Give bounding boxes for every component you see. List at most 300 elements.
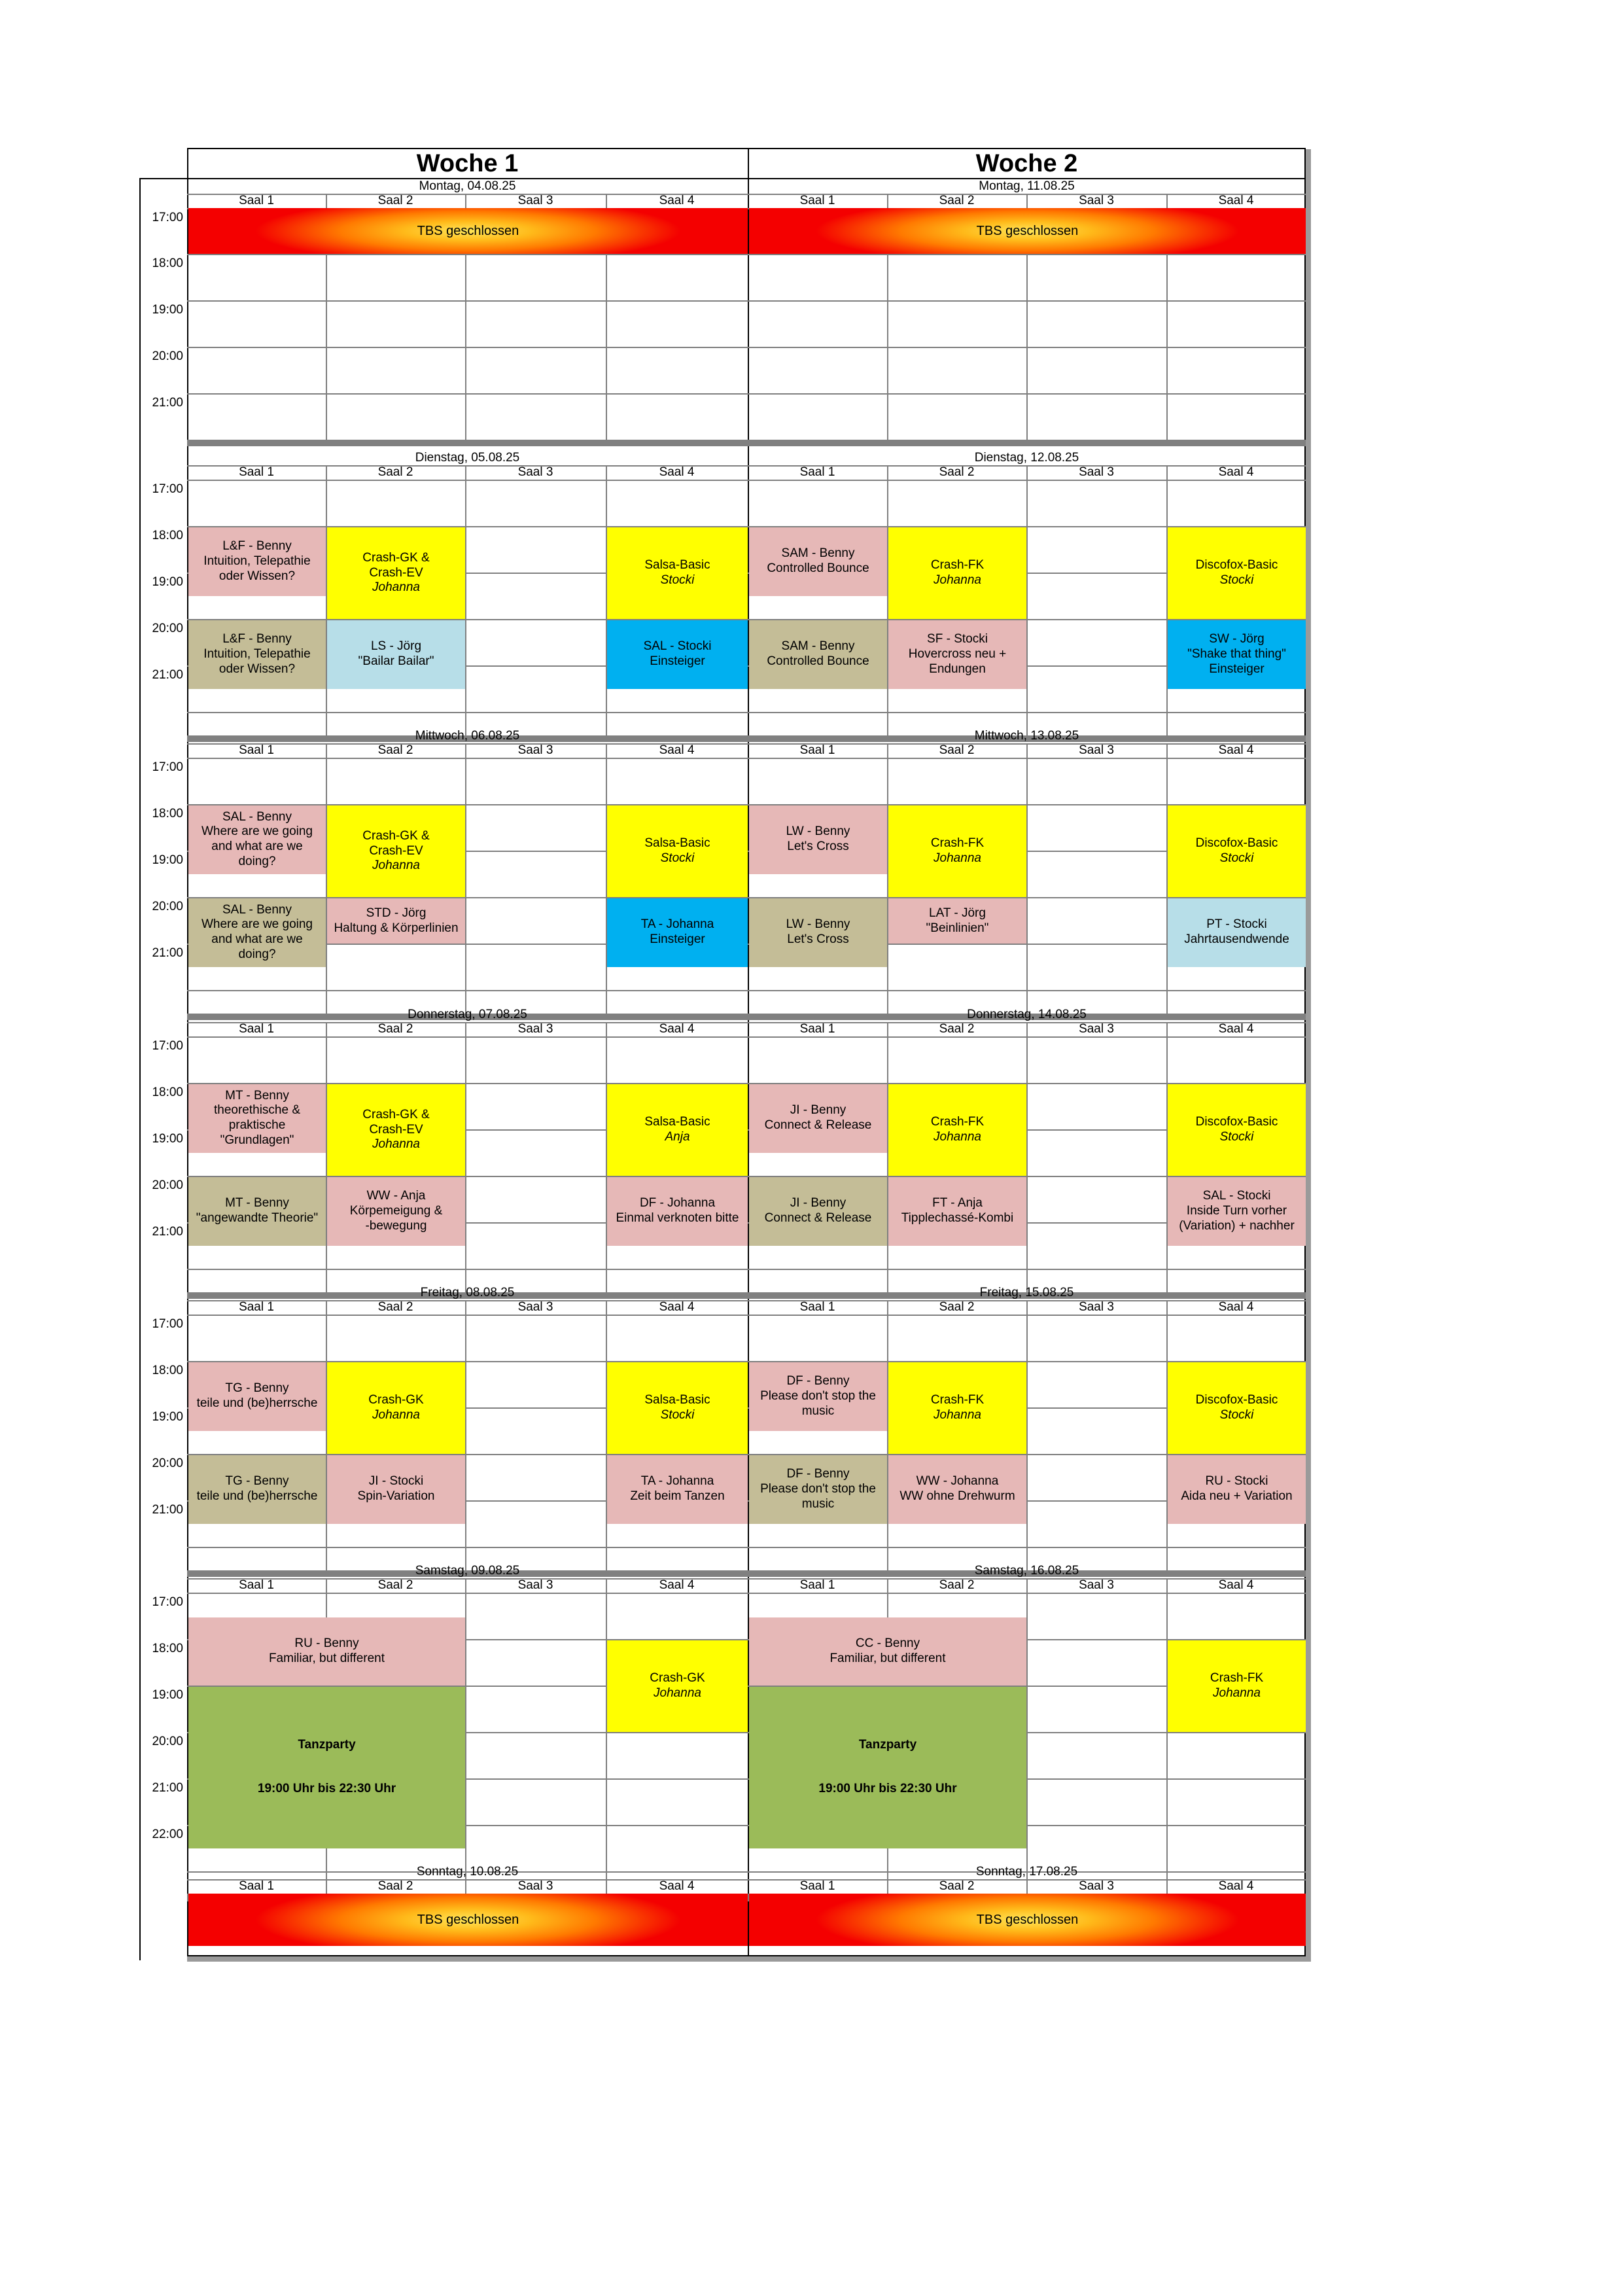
course-line: "Shake that thing" [1187, 646, 1286, 661]
time-label: 21:00 [152, 1503, 183, 1517]
day-header: Sonntag, 10.08.25 [416, 1864, 519, 1879]
course-block[interactable] [749, 1455, 887, 1524]
course-line: WW - Johanna [916, 1474, 999, 1489]
room-header: Saal 3 [517, 465, 553, 479]
grid-line [1166, 254, 1168, 440]
course-block[interactable] [188, 1455, 326, 1524]
course-block[interactable] [607, 1362, 748, 1454]
course-title [1196, 1393, 1278, 1408]
course-line: Crash-FK [930, 1115, 985, 1129]
room-header: Saal 2 [939, 193, 975, 207]
grid-line [187, 758, 1306, 759]
course-line: and what are we [211, 839, 303, 854]
course-block[interactable] [188, 1617, 465, 1686]
time-label: 20:00 [152, 900, 183, 913]
course-line: SAL - Stocki [643, 639, 712, 654]
course-line: CC - Benny [855, 1636, 920, 1650]
room-header: Saal 1 [239, 193, 274, 207]
day-header: Donnerstag, 14.08.25 [967, 1007, 1087, 1021]
grid-line [1166, 743, 1168, 758]
course-title [1196, 558, 1278, 573]
day-header: Donnerstag, 07.08.25 [408, 1007, 527, 1021]
course-teacher: Stocki [1219, 573, 1254, 587]
room-header: Saal 1 [799, 1879, 835, 1893]
course-title [203, 539, 310, 584]
course-block[interactable] [607, 805, 748, 897]
course-line: SAL - Benny [222, 809, 292, 824]
room-header: Saal 3 [517, 1021, 553, 1036]
course-title [368, 1393, 423, 1408]
course-line: MT - Benny [225, 1196, 289, 1210]
course-line: Crash-FK [930, 1393, 985, 1407]
course-line: Jahrtausendwende [1184, 932, 1289, 947]
room-header: Saal 4 [1218, 1879, 1254, 1893]
course-block[interactable] [749, 898, 887, 967]
course-block[interactable] [749, 805, 887, 874]
room-header: Saal 1 [799, 193, 835, 207]
course-line: Crash-GK & [362, 1107, 430, 1122]
course-block[interactable] [327, 527, 465, 619]
room-header: Saal 3 [517, 193, 553, 207]
course-teacher: Johanna [372, 1408, 420, 1422]
grid-line [887, 254, 888, 440]
grid-line [326, 1300, 327, 1315]
course-teacher: 19:00 Uhr bis 22:30 Uhr [818, 1782, 957, 1796]
course-title [644, 639, 712, 669]
grid-line [187, 1955, 1306, 1956]
room-header: Saal 1 [239, 1021, 274, 1036]
course-line: Aida neu + Variation [1181, 1489, 1293, 1504]
course-block[interactable] [607, 1455, 748, 1524]
grid-line [606, 743, 607, 758]
grid-line [1026, 1593, 1028, 1895]
room-header: Saal 3 [1079, 465, 1114, 479]
course-title [931, 1115, 984, 1130]
room-header: Saal 4 [659, 1879, 695, 1893]
course-block[interactable] [888, 898, 1026, 944]
course-title [214, 1089, 300, 1148]
course-block[interactable] [607, 1640, 748, 1732]
course-line: LS - Jörg [370, 639, 422, 654]
course-line: SW - Jörg [1209, 632, 1265, 646]
course-block[interactable] [188, 527, 326, 596]
room-header: Saal 4 [1218, 743, 1254, 757]
course-line: Discofox-Basic [1195, 558, 1278, 573]
course-block[interactable] [888, 527, 1026, 619]
course-line: STD - Jörg [366, 906, 427, 920]
course-line: praktische [228, 1118, 286, 1133]
course-line: Tipplechassé-Kombi [901, 1211, 1014, 1226]
grid-line [187, 712, 1306, 713]
grid-line [1166, 1879, 1168, 1894]
course-title [641, 917, 714, 947]
course-block[interactable] [749, 620, 887, 689]
grid-line [1026, 1022, 1028, 1036]
day-separator [187, 440, 1306, 446]
course-line: Crash-GK [650, 1671, 705, 1686]
course-block[interactable] [327, 1455, 465, 1524]
course-title [350, 1189, 443, 1233]
grid-line [465, 1593, 466, 1895]
time-label: 18:00 [152, 1642, 183, 1655]
room-header: Saal 3 [517, 1299, 553, 1314]
course-line: and what are we [211, 932, 303, 947]
course-block[interactable] [1168, 1362, 1306, 1454]
course-line: Körpemeigung & [349, 1203, 443, 1218]
time-label: 21:00 [152, 946, 183, 960]
course-teacher: Anja [665, 1130, 690, 1144]
course-line: Tanzparty [858, 1738, 917, 1752]
course-line: Discofox-Basic [1195, 836, 1278, 851]
course-block[interactable] [1168, 620, 1306, 689]
course-block[interactable] [1168, 1640, 1306, 1732]
course-teacher: Johanna [654, 1686, 701, 1700]
grid-line [1166, 465, 1168, 480]
course-block[interactable] [749, 1617, 1026, 1686]
course-line: Salsa-Basic [644, 558, 710, 573]
time-label: 21:00 [152, 1781, 183, 1795]
room-header: Saal 2 [377, 1879, 413, 1893]
course-teacher: Johanna [372, 580, 420, 595]
course-block[interactable] [749, 1177, 887, 1246]
course-title [931, 558, 984, 573]
course-line: Where are we going [201, 824, 313, 839]
course-line: Discofox-Basic [1195, 1393, 1278, 1407]
course-teacher: Johanna [934, 1408, 981, 1422]
course-block[interactable] [327, 805, 465, 897]
room-header: Saal 3 [1079, 1299, 1114, 1314]
course-title [650, 1671, 705, 1686]
course-block[interactable] [327, 898, 465, 944]
course-title [630, 1474, 724, 1504]
course-line: doing? [238, 855, 276, 869]
time-label: 17:00 [152, 1039, 183, 1053]
course-title [765, 1196, 872, 1226]
course-block[interactable] [888, 1177, 1026, 1246]
day-header: Montag, 11.08.25 [979, 179, 1075, 193]
course-title [298, 1738, 355, 1753]
course-block[interactable] [607, 620, 748, 689]
course-line: Hovercross neu + [908, 646, 1007, 661]
room-header: Saal 2 [377, 1578, 413, 1592]
grid-line [465, 1879, 466, 1894]
course-line: PT - Stocki [1206, 917, 1267, 932]
course-line: JI - Benny [790, 1103, 846, 1118]
course-block[interactable] [327, 620, 465, 689]
grid-line [606, 1300, 607, 1315]
time-label: 20:00 [152, 622, 183, 635]
room-header: Saal 3 [517, 1879, 553, 1893]
course-line: Crash-FK [930, 836, 985, 851]
grid-line [606, 1578, 607, 1593]
grid-line [887, 1578, 888, 1593]
course-line: Crash-FK [930, 558, 985, 573]
course-title [760, 1374, 876, 1419]
course-line: RU - Benny [294, 1636, 359, 1650]
room-header: Saal 2 [939, 743, 975, 757]
closed-banner: TBS geschlossen [188, 208, 748, 254]
room-header: Saal 4 [659, 193, 695, 207]
course-title [334, 906, 458, 936]
grid-line [606, 1022, 607, 1036]
week-title: Woche 1 [416, 150, 519, 178]
course-line: DF - Benny [786, 1374, 850, 1388]
course-line: Let's Cross [787, 839, 849, 854]
day-header: Samstag, 09.08.25 [415, 1563, 520, 1578]
course-block[interactable] [1168, 1084, 1306, 1176]
day-header: Mittwoch, 13.08.25 [974, 728, 1079, 743]
grid-line [606, 254, 607, 440]
room-header: Saal 3 [1079, 193, 1114, 207]
closed-banner: TBS geschlossen [188, 1894, 748, 1946]
course-title [197, 1474, 318, 1504]
course-title [1179, 1189, 1295, 1233]
grid-line [1026, 194, 1028, 208]
course-line: Tanzparty [298, 1738, 356, 1752]
time-label: 19:00 [152, 853, 183, 867]
grid-line [1026, 1879, 1028, 1894]
course-line: theorethische & [213, 1103, 301, 1118]
grid-line [187, 1315, 1306, 1316]
grid-line [187, 393, 1306, 395]
course-title [644, 1393, 710, 1408]
grid-line [465, 194, 466, 208]
time-label: 21:00 [152, 396, 183, 410]
course-title [829, 1636, 945, 1667]
course-line: DF - Benny [786, 1467, 850, 1481]
day-header: Samstag, 16.08.25 [974, 1563, 1079, 1578]
course-line: LW - Benny [786, 824, 850, 839]
course-teacher: Johanna [934, 851, 981, 865]
closed-banner: TBS geschlossen [749, 1894, 1306, 1946]
grid-line [187, 1036, 1306, 1038]
room-header: Saal 1 [239, 465, 274, 479]
course-title [201, 810, 313, 870]
room-header: Saal 1 [239, 1879, 274, 1893]
grid-line [1026, 1300, 1028, 1315]
course-title [644, 558, 710, 573]
room-header: Saal 3 [517, 743, 553, 757]
course-title [644, 1115, 710, 1130]
course-line: Crash-GK [368, 1393, 424, 1407]
time-label: 17:00 [152, 482, 183, 496]
course-block[interactable] [749, 1084, 887, 1153]
course-block[interactable] [188, 898, 326, 967]
course-block[interactable] [888, 805, 1026, 897]
room-header: Saal 4 [659, 1021, 695, 1036]
course-teacher: Johanna [1213, 1686, 1261, 1700]
course-block[interactable] [749, 1362, 887, 1431]
grid-line [465, 480, 466, 735]
room-header: Saal 2 [939, 1299, 975, 1314]
course-line: SAM - Benny [781, 639, 855, 654]
course-line: Discofox-Basic [1195, 1115, 1278, 1129]
time-label: 18:00 [152, 807, 183, 821]
grid-line [1026, 1315, 1028, 1570]
grid-line [1026, 254, 1028, 440]
grid-line [326, 1879, 327, 1894]
room-header: Saal 1 [799, 1578, 835, 1592]
course-line: SF - Stocki [927, 632, 988, 646]
course-block[interactable] [1168, 527, 1306, 619]
course-title [197, 1381, 318, 1411]
course-line: Einsteiger [650, 932, 705, 947]
course-line: music [801, 1496, 835, 1511]
course-line: "Bailar Bailar" [358, 654, 434, 669]
course-line: LAT - Jörg [929, 906, 986, 920]
course-block[interactable] [888, 1455, 1026, 1524]
course-title [196, 1196, 318, 1226]
grid-line [1166, 1593, 1168, 1895]
time-label: 19:00 [152, 1132, 183, 1146]
room-header: Saal 2 [377, 193, 413, 207]
course-block[interactable] [607, 1084, 748, 1176]
grid-line [465, 1022, 466, 1036]
time-label: 19:00 [152, 1688, 183, 1702]
course-line: "Beinlinien" [926, 921, 989, 935]
course-block[interactable] [188, 620, 326, 689]
course-title [786, 917, 850, 947]
grid-line [187, 347, 1306, 348]
grid-line [1166, 1578, 1168, 1593]
time-label: 19:00 [152, 575, 183, 589]
grid-line [465, 465, 466, 480]
course-line: Controlled Bounce [767, 654, 869, 669]
grid-line [465, 758, 466, 1014]
course-line: -bewegung [365, 1218, 427, 1233]
course-line: WW ohne Drehwurm [899, 1489, 1015, 1504]
course-block[interactable] [188, 1177, 326, 1246]
grid-line [326, 194, 327, 208]
week-title: Woche 2 [975, 150, 1078, 178]
grid-line [887, 1300, 888, 1315]
room-header: Saal 4 [1218, 1299, 1254, 1314]
room-header: Saal 4 [1218, 193, 1254, 207]
day-header: Dienstag, 05.08.25 [415, 450, 520, 465]
room-header: Saal 2 [939, 1578, 975, 1592]
grid-line [465, 1578, 466, 1593]
course-line: WW - Anja [366, 1189, 426, 1203]
course-title [269, 1636, 385, 1667]
course-line: Crash-FK [1210, 1671, 1264, 1686]
grid-line [606, 1879, 607, 1894]
course-block[interactable] [188, 805, 326, 874]
course-block[interactable] [888, 620, 1026, 689]
course-block[interactable] [327, 1362, 465, 1454]
course-title [786, 824, 850, 855]
course-line: teile und (be)herrsche [196, 1489, 318, 1504]
course-line: Connect & Release [764, 1211, 872, 1226]
grid-line [606, 465, 607, 480]
course-title [203, 632, 310, 677]
grid-line [465, 743, 466, 758]
room-header: Saal 4 [1218, 1578, 1254, 1592]
course-line: Salsa-Basic [644, 1393, 710, 1407]
sheet-shadow [1306, 149, 1311, 1962]
course-block[interactable] [749, 527, 887, 596]
course-block[interactable] [327, 1177, 465, 1246]
grid-line [139, 178, 141, 1960]
room-header: Saal 2 [377, 743, 413, 757]
course-block[interactable] [188, 1362, 326, 1431]
grid-line [187, 1269, 1306, 1270]
room-header: Saal 4 [1218, 465, 1254, 479]
course-block[interactable] [607, 898, 748, 967]
day-header: Freitag, 08.08.25 [420, 1285, 515, 1299]
course-block[interactable] [607, 1177, 748, 1246]
course-line: MT - Benny [225, 1088, 289, 1103]
grid-line [887, 743, 888, 758]
course-block[interactable] [888, 1084, 1026, 1176]
time-label: 22:00 [152, 1828, 183, 1841]
course-block[interactable] [607, 527, 748, 619]
course-title [899, 1474, 1015, 1504]
course-teacher: 19:00 Uhr bis 22:30 Uhr [257, 1782, 396, 1796]
course-line: Salsa-Basic [644, 1115, 710, 1129]
course-title [1210, 1671, 1263, 1686]
room-header: Saal 4 [1218, 1021, 1254, 1036]
grid-line [326, 1022, 327, 1036]
course-line: RU - Stocki [1205, 1474, 1268, 1489]
course-title [616, 1196, 739, 1226]
course-line: Intuition, Telepathie [203, 554, 311, 568]
party-block[interactable] [749, 1687, 1026, 1848]
room-header: Saal 3 [1079, 1578, 1114, 1592]
course-title [931, 1393, 984, 1408]
course-block[interactable] [1168, 898, 1306, 967]
course-line: Inside Turn vorher [1186, 1203, 1287, 1218]
course-title [1196, 1115, 1278, 1130]
room-header: Saal 1 [799, 1021, 835, 1036]
course-block[interactable] [1168, 1455, 1306, 1524]
course-title [362, 829, 429, 859]
course-title [1187, 632, 1286, 677]
course-line: L&F - Benny [222, 632, 292, 646]
course-teacher: Stocki [1219, 851, 1254, 865]
grid-line [1026, 758, 1028, 1014]
time-label: 17:00 [152, 211, 183, 224]
course-line: SAL - Benny [222, 902, 292, 917]
time-label: 19:00 [152, 1410, 183, 1424]
course-block[interactable] [1168, 805, 1306, 897]
course-line: Please don't stop the [760, 1388, 876, 1403]
course-title [859, 1738, 916, 1753]
course-line: "angewandte Theorie" [196, 1211, 319, 1226]
course-line: TA - Johanna [640, 1474, 714, 1489]
course-line: doing? [238, 947, 276, 962]
room-header: Saal 3 [1079, 1021, 1114, 1036]
course-line: Crash-GK & [362, 828, 430, 843]
grid-line [887, 194, 888, 208]
grid-line [606, 194, 607, 208]
day-header: Montag, 04.08.25 [419, 179, 516, 193]
grid-line [1026, 743, 1028, 758]
course-line: Haltung & Körperlinien [334, 921, 459, 935]
party-block[interactable] [188, 1687, 465, 1848]
course-teacher: Stocki [1219, 1408, 1254, 1422]
course-line: TG - Benny [225, 1381, 289, 1396]
course-title [358, 1474, 435, 1504]
course-block[interactable] [1168, 1177, 1306, 1246]
room-header: Saal 4 [659, 465, 695, 479]
course-block[interactable] [188, 1084, 326, 1153]
sheet-shadow [187, 1956, 1311, 1962]
room-header: Saal 4 [659, 743, 695, 757]
course-line: SAL - Stocki [1202, 1189, 1271, 1203]
course-block[interactable] [327, 1084, 465, 1176]
course-block[interactable] [888, 1362, 1026, 1454]
course-line: Spin-Variation [357, 1489, 435, 1504]
